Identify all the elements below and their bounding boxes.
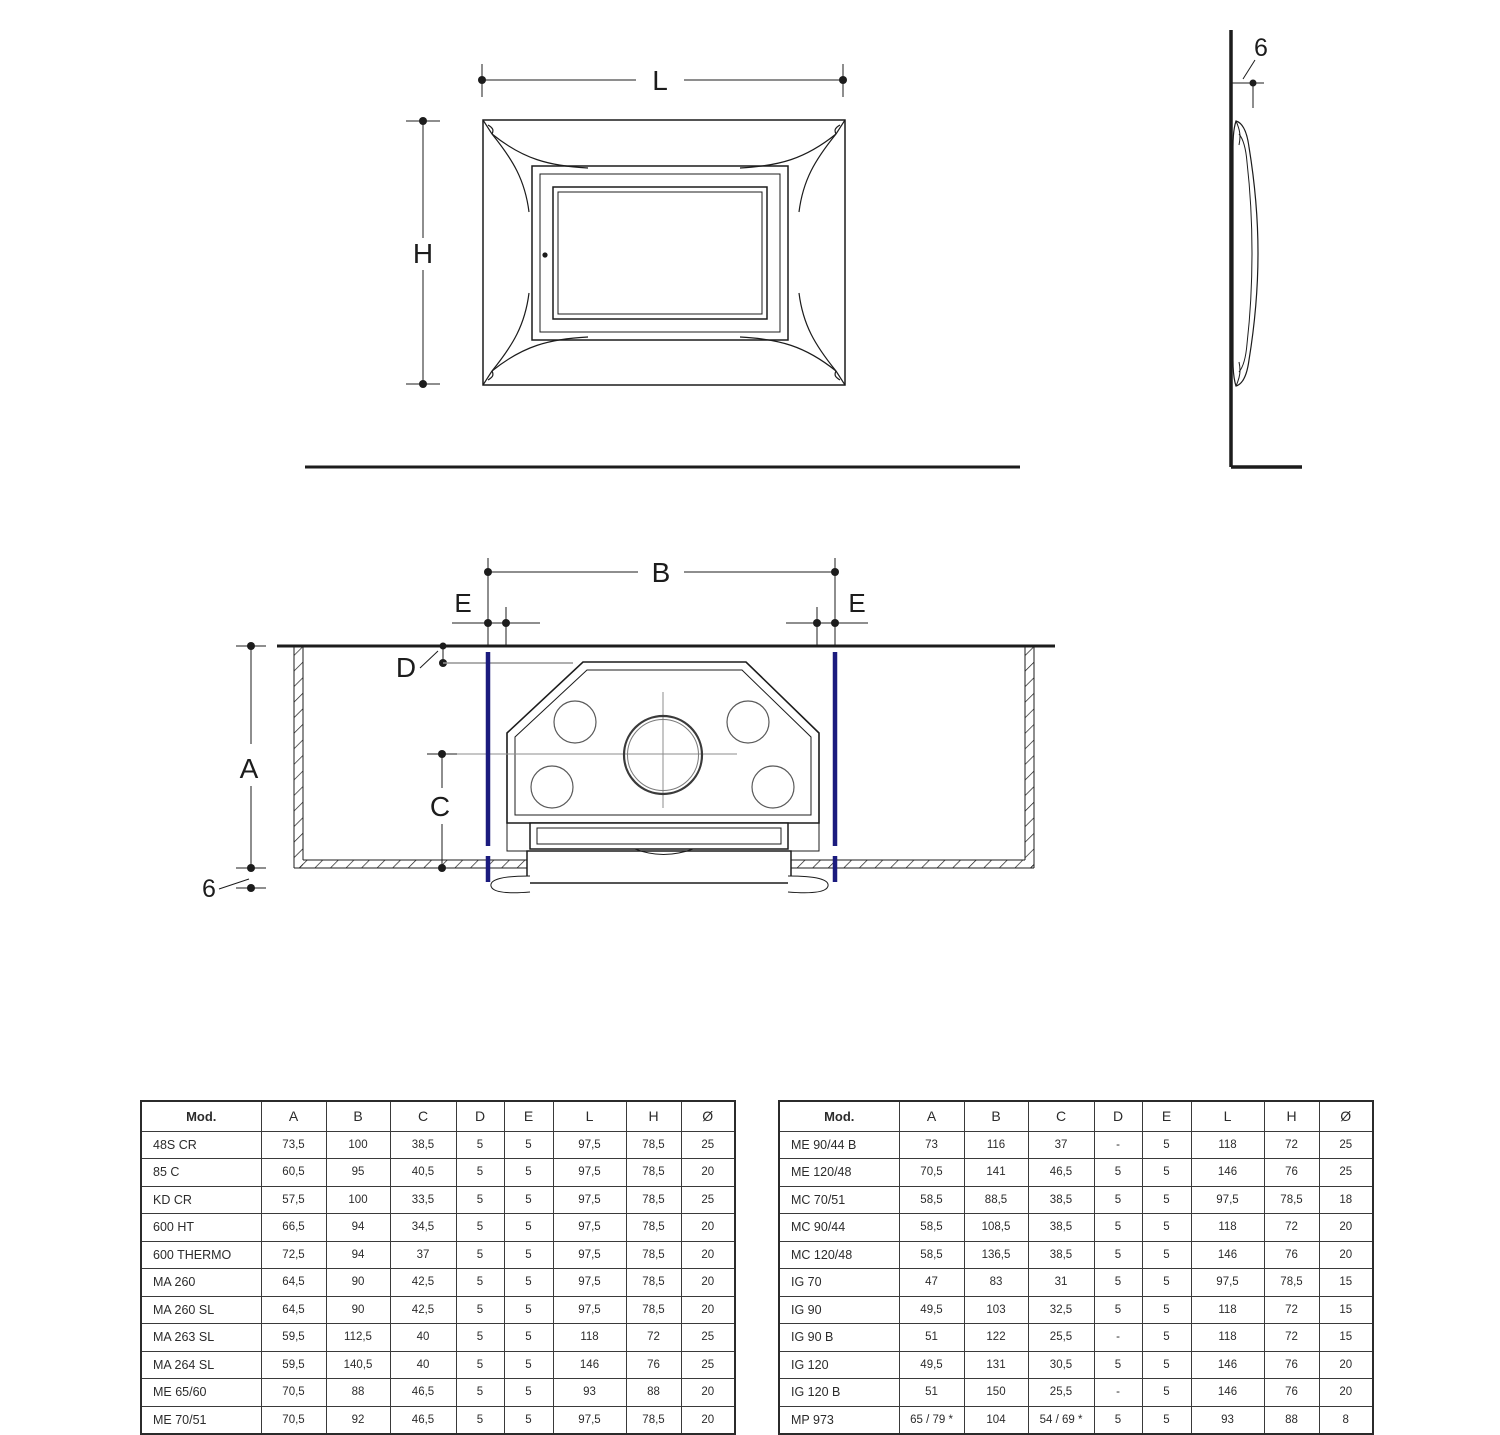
model-cell: IG 120 (779, 1351, 899, 1379)
value-cell: 97,5 (553, 1296, 626, 1324)
value-cell: 59,5 (261, 1351, 326, 1379)
value-cell: 104 (964, 1406, 1028, 1434)
value-cell: 59,5 (261, 1324, 326, 1352)
value-cell: 38,5 (1028, 1214, 1094, 1242)
value-cell: 78,5 (626, 1131, 681, 1159)
value-cell: 25 (681, 1351, 735, 1379)
model-column-header: Mod. (779, 1101, 899, 1131)
dim-column-header: E (1142, 1101, 1191, 1131)
value-cell: 42,5 (390, 1296, 456, 1324)
value-cell: 34,5 (390, 1214, 456, 1242)
model-cell: IG 90 B (779, 1324, 899, 1352)
value-cell: 5 (1142, 1131, 1191, 1159)
value-cell: 73,5 (261, 1131, 326, 1159)
value-cell: 46,5 (1028, 1159, 1094, 1187)
dim-column-header: D (1094, 1101, 1142, 1131)
value-cell: 57,5 (261, 1186, 326, 1214)
value-cell: 66,5 (261, 1214, 326, 1242)
value-cell: 97,5 (553, 1269, 626, 1297)
value-cell: 78,5 (1264, 1269, 1319, 1297)
value-cell: 5 (504, 1351, 553, 1379)
value-cell: 136,5 (964, 1241, 1028, 1269)
value-cell: 49,5 (899, 1296, 964, 1324)
value-cell: 5 (1142, 1324, 1191, 1352)
model-cell: MA 260 (141, 1269, 261, 1297)
value-cell: 25,5 (1028, 1379, 1094, 1407)
value-cell: 78,5 (626, 1214, 681, 1242)
spec-table-right (778, 1100, 1374, 1435)
value-cell: 5 (504, 1241, 553, 1269)
value-cell: 92 (326, 1406, 390, 1434)
value-cell: 25 (681, 1324, 735, 1352)
model-cell: ME 65/60 (141, 1379, 261, 1407)
value-cell: 5 (456, 1296, 504, 1324)
model-cell: MC 90/44 (779, 1214, 899, 1242)
dim-column-header: Ø (681, 1101, 735, 1131)
model-cell: ME 90/44 B (779, 1131, 899, 1159)
door-handle-dot (542, 252, 547, 257)
value-cell: 5 (504, 1214, 553, 1242)
dimension-thickness (1231, 34, 1268, 108)
table-row (141, 1324, 735, 1352)
value-cell: 118 (1191, 1214, 1264, 1242)
value-cell: 30,5 (1028, 1351, 1094, 1379)
value-cell: 5 (1142, 1269, 1191, 1297)
model-cell: ME 70/51 (141, 1406, 261, 1434)
value-cell: 5 (1142, 1406, 1191, 1434)
value-cell: - (1094, 1324, 1142, 1352)
dim-column-header: H (1264, 1101, 1319, 1131)
value-cell: 78,5 (626, 1269, 681, 1297)
value-cell: 20 (681, 1296, 735, 1324)
value-cell: 88,5 (964, 1186, 1028, 1214)
dimension-B (484, 557, 839, 646)
value-cell: 72 (1264, 1131, 1319, 1159)
value-cell: 5 (1142, 1159, 1191, 1187)
value-cell: 5 (456, 1186, 504, 1214)
value-cell: 146 (1191, 1159, 1264, 1187)
insert-foot-left (491, 876, 530, 893)
value-cell: 108,5 (964, 1214, 1028, 1242)
value-cell: 94 (326, 1214, 390, 1242)
dim-column-header: L (553, 1101, 626, 1131)
value-cell: 38,5 (1028, 1186, 1094, 1214)
value-cell: 25,5 (1028, 1324, 1094, 1352)
dimension-H (406, 117, 440, 388)
value-cell: 38,5 (390, 1131, 456, 1159)
value-cell: 76 (1264, 1159, 1319, 1187)
value-cell: 116 (964, 1131, 1028, 1159)
value-cell: 20 (681, 1159, 735, 1187)
value-cell: 118 (1191, 1131, 1264, 1159)
value-cell: 60,5 (261, 1159, 326, 1187)
value-cell: 131 (964, 1351, 1028, 1379)
value-cell: 5 (1094, 1186, 1142, 1214)
table-row (779, 1269, 1373, 1297)
table-row (779, 1296, 1373, 1324)
value-cell: 15 (1319, 1324, 1373, 1352)
value-cell: 5 (1142, 1186, 1191, 1214)
spec-table-left (140, 1100, 736, 1435)
value-cell: 97,5 (553, 1241, 626, 1269)
value-cell: 31 (1028, 1269, 1094, 1297)
value-cell: 47 (899, 1269, 964, 1297)
value-cell: 32,5 (1028, 1296, 1094, 1324)
value-cell: 5 (456, 1159, 504, 1187)
value-cell: 5 (1142, 1214, 1191, 1242)
value-cell: 150 (964, 1379, 1028, 1407)
value-cell: 97,5 (1191, 1186, 1264, 1214)
value-cell: 97,5 (553, 1406, 626, 1434)
model-cell: ME 120/48 (779, 1159, 899, 1187)
value-cell: 5 (456, 1379, 504, 1407)
value-cell: 20 (1319, 1241, 1373, 1269)
table-row (779, 1159, 1373, 1187)
value-cell: 5 (456, 1351, 504, 1379)
value-cell: 46,5 (390, 1406, 456, 1434)
value-cell: 83 (964, 1269, 1028, 1297)
table-row (779, 1406, 1373, 1434)
value-cell: 112,5 (326, 1324, 390, 1352)
value-cell: 78,5 (626, 1159, 681, 1187)
value-cell: 5 (1094, 1159, 1142, 1187)
value-cell: 78,5 (626, 1406, 681, 1434)
table-row (141, 1379, 735, 1407)
value-cell: 20 (1319, 1351, 1373, 1379)
value-cell: 88 (1264, 1406, 1319, 1434)
value-cell: - (1094, 1131, 1142, 1159)
value-cell: 37 (1028, 1131, 1094, 1159)
value-cell: 49,5 (899, 1351, 964, 1379)
value-cell: 70,5 (261, 1379, 326, 1407)
value-cell: 5 (1142, 1241, 1191, 1269)
value-cell: 38,5 (1028, 1241, 1094, 1269)
value-cell: - (1094, 1379, 1142, 1407)
value-cell: 65 / 79 * (899, 1406, 964, 1434)
table-row (141, 1186, 735, 1214)
value-cell: 5 (504, 1406, 553, 1434)
value-cell: 58,5 (899, 1186, 964, 1214)
model-cell: IG 70 (779, 1269, 899, 1297)
model-cell: MA 263 SL (141, 1324, 261, 1352)
value-cell: 70,5 (899, 1159, 964, 1187)
value-cell: 93 (553, 1379, 626, 1407)
dim-label-gap: 6 (202, 875, 216, 903)
table-row (141, 1269, 735, 1297)
table-row (779, 1324, 1373, 1352)
insert-foot-right (788, 876, 828, 893)
value-cell: 37 (390, 1241, 456, 1269)
table-row (141, 1159, 735, 1187)
value-cell: 5 (1094, 1296, 1142, 1324)
front-view-frame (483, 120, 845, 385)
value-cell: 5 (504, 1186, 553, 1214)
section-view (202, 557, 1055, 903)
model-cell: 600 THERMO (141, 1241, 261, 1269)
value-cell: 76 (1264, 1241, 1319, 1269)
value-cell: 5 (504, 1269, 553, 1297)
table-row (779, 1241, 1373, 1269)
model-cell: KD CR (141, 1186, 261, 1214)
dimension-E-right (786, 588, 868, 646)
value-cell: 118 (1191, 1296, 1264, 1324)
value-cell: 97,5 (553, 1214, 626, 1242)
value-cell: 46,5 (390, 1379, 456, 1407)
value-cell: 78,5 (626, 1241, 681, 1269)
value-cell: 118 (553, 1324, 626, 1352)
value-cell: 97,5 (553, 1131, 626, 1159)
value-cell: 103 (964, 1296, 1028, 1324)
value-cell: 146 (553, 1351, 626, 1379)
value-cell: 146 (1191, 1241, 1264, 1269)
dim-column-header: H (626, 1101, 681, 1131)
value-cell: 97,5 (553, 1159, 626, 1187)
dim-column-header: C (390, 1101, 456, 1131)
table-row (779, 1131, 1373, 1159)
dimension-gap (202, 875, 266, 903)
dim-label-D: D (395, 652, 417, 683)
value-cell: 76 (626, 1351, 681, 1379)
value-cell: 97,5 (553, 1186, 626, 1214)
value-cell: 5 (1094, 1241, 1142, 1269)
value-cell: 5 (1142, 1379, 1191, 1407)
value-cell: 5 (504, 1131, 553, 1159)
model-column-header: Mod. (141, 1101, 261, 1131)
model-cell: MA 260 SL (141, 1296, 261, 1324)
value-cell: 5 (1142, 1351, 1191, 1379)
value-cell: 58,5 (899, 1241, 964, 1269)
model-cell: 85 C (141, 1159, 261, 1187)
value-cell: 5 (1142, 1296, 1191, 1324)
value-cell: 20 (681, 1379, 735, 1407)
value-cell: 20 (1319, 1214, 1373, 1242)
value-cell: 5 (504, 1159, 553, 1187)
dim-column-header: L (1191, 1101, 1264, 1131)
value-cell: 5 (1094, 1351, 1142, 1379)
value-cell: 51 (899, 1379, 964, 1407)
table-row (141, 1351, 735, 1379)
model-cell: MA 264 SL (141, 1351, 261, 1379)
value-cell: 90 (326, 1296, 390, 1324)
value-cell: 20 (681, 1214, 735, 1242)
value-cell: 40,5 (390, 1159, 456, 1187)
value-cell: 5 (456, 1406, 504, 1434)
value-cell: 8 (1319, 1406, 1373, 1434)
value-cell: 51 (899, 1324, 964, 1352)
dimension-E-left (452, 588, 540, 646)
dimension-D (396, 643, 573, 684)
value-cell: 72 (1264, 1324, 1319, 1352)
value-cell: 58,5 (899, 1214, 964, 1242)
value-cell: 15 (1319, 1269, 1373, 1297)
dim-column-header: E (504, 1101, 553, 1131)
value-cell: 33,5 (390, 1186, 456, 1214)
dimension-C (427, 750, 457, 872)
value-cell: 25 (681, 1131, 735, 1159)
value-cell: 94 (326, 1241, 390, 1269)
value-cell: 70,5 (261, 1406, 326, 1434)
front-view (305, 64, 1020, 467)
model-cell: 600 HT (141, 1214, 261, 1242)
value-cell: 72 (1264, 1214, 1319, 1242)
value-cell: 97,5 (1191, 1269, 1264, 1297)
value-cell: 78,5 (1264, 1186, 1319, 1214)
value-cell: 64,5 (261, 1296, 326, 1324)
dim-label-C: C (429, 791, 451, 822)
dim-column-header: D (456, 1101, 504, 1131)
dim-column-header: Ø (1319, 1101, 1373, 1131)
value-cell: 72 (1264, 1296, 1319, 1324)
dim-column-header: A (899, 1101, 964, 1131)
value-cell: 141 (964, 1159, 1028, 1187)
value-cell: 5 (504, 1324, 553, 1352)
value-cell: 40 (390, 1324, 456, 1352)
dim-label-H: H (412, 238, 434, 269)
value-cell: 100 (326, 1131, 390, 1159)
value-cell: 5 (456, 1131, 504, 1159)
value-cell: 5 (1094, 1406, 1142, 1434)
value-cell: 5 (1094, 1214, 1142, 1242)
value-cell: 88 (626, 1379, 681, 1407)
table-row (141, 1131, 735, 1159)
value-cell: 5 (456, 1214, 504, 1242)
dim-column-header: A (261, 1101, 326, 1131)
value-cell: 5 (1094, 1269, 1142, 1297)
value-cell: 5 (504, 1296, 553, 1324)
value-cell: 20 (681, 1241, 735, 1269)
value-cell: 118 (1191, 1324, 1264, 1352)
value-cell: 140,5 (326, 1351, 390, 1379)
value-cell: 5 (456, 1241, 504, 1269)
value-cell: 73 (899, 1131, 964, 1159)
value-cell: 15 (1319, 1296, 1373, 1324)
header-row (779, 1101, 1373, 1131)
dim-label-E-left: E (454, 588, 472, 618)
value-cell: 146 (1191, 1351, 1264, 1379)
dim-label-A: A (239, 753, 259, 784)
side-view (1231, 30, 1302, 467)
value-cell: 42,5 (390, 1269, 456, 1297)
value-cell: 76 (1264, 1379, 1319, 1407)
value-cell: 88 (326, 1379, 390, 1407)
value-cell: 146 (1191, 1379, 1264, 1407)
table-row (141, 1214, 735, 1242)
value-cell: 25 (681, 1186, 735, 1214)
table-row (141, 1241, 735, 1269)
dim-column-header: B (326, 1101, 390, 1131)
value-cell: 54 / 69 * (1028, 1406, 1094, 1434)
value-cell: 122 (964, 1324, 1028, 1352)
value-cell: 5 (456, 1324, 504, 1352)
value-cell: 78,5 (626, 1296, 681, 1324)
insert-body (442, 662, 828, 893)
value-cell: 64,5 (261, 1269, 326, 1297)
value-cell: 5 (504, 1379, 553, 1407)
dimension-L (478, 64, 847, 97)
value-cell: 76 (1264, 1351, 1319, 1379)
value-cell: 95 (326, 1159, 390, 1187)
model-cell: IG 90 (779, 1296, 899, 1324)
value-cell: 18 (1319, 1186, 1373, 1214)
header-row (141, 1101, 735, 1131)
value-cell: 100 (326, 1186, 390, 1214)
value-cell: 72,5 (261, 1241, 326, 1269)
model-cell: MC 70/51 (779, 1186, 899, 1214)
value-cell: 5 (456, 1269, 504, 1297)
dim-label-L: L (652, 65, 668, 96)
table-row (141, 1406, 735, 1434)
table-row (779, 1379, 1373, 1407)
dimension-A (236, 642, 266, 872)
dim-column-header: C (1028, 1101, 1094, 1131)
value-cell: 20 (681, 1269, 735, 1297)
dim-label-E-right: E (848, 588, 866, 618)
value-cell: 78,5 (626, 1186, 681, 1214)
table-row (779, 1214, 1373, 1242)
value-cell: 25 (1319, 1131, 1373, 1159)
table-row (779, 1351, 1373, 1379)
value-cell: 25 (1319, 1159, 1373, 1187)
model-cell: MC 120/48 (779, 1241, 899, 1269)
value-cell: 72 (626, 1324, 681, 1352)
model-cell: MP 973 (779, 1406, 899, 1434)
value-cell: 40 (390, 1351, 456, 1379)
side-view-profile (1233, 121, 1258, 386)
model-cell: 48S CR (141, 1131, 261, 1159)
value-cell: 20 (1319, 1379, 1373, 1407)
dim-label-thickness: 6 (1254, 34, 1268, 62)
dim-column-header: B (964, 1101, 1028, 1131)
table-row (141, 1296, 735, 1324)
value-cell: 20 (681, 1406, 735, 1434)
table-row (779, 1186, 1373, 1214)
value-cell: 93 (1191, 1406, 1264, 1434)
dim-label-B: B (651, 557, 671, 588)
model-cell: IG 120 B (779, 1379, 899, 1407)
value-cell: 90 (326, 1269, 390, 1297)
